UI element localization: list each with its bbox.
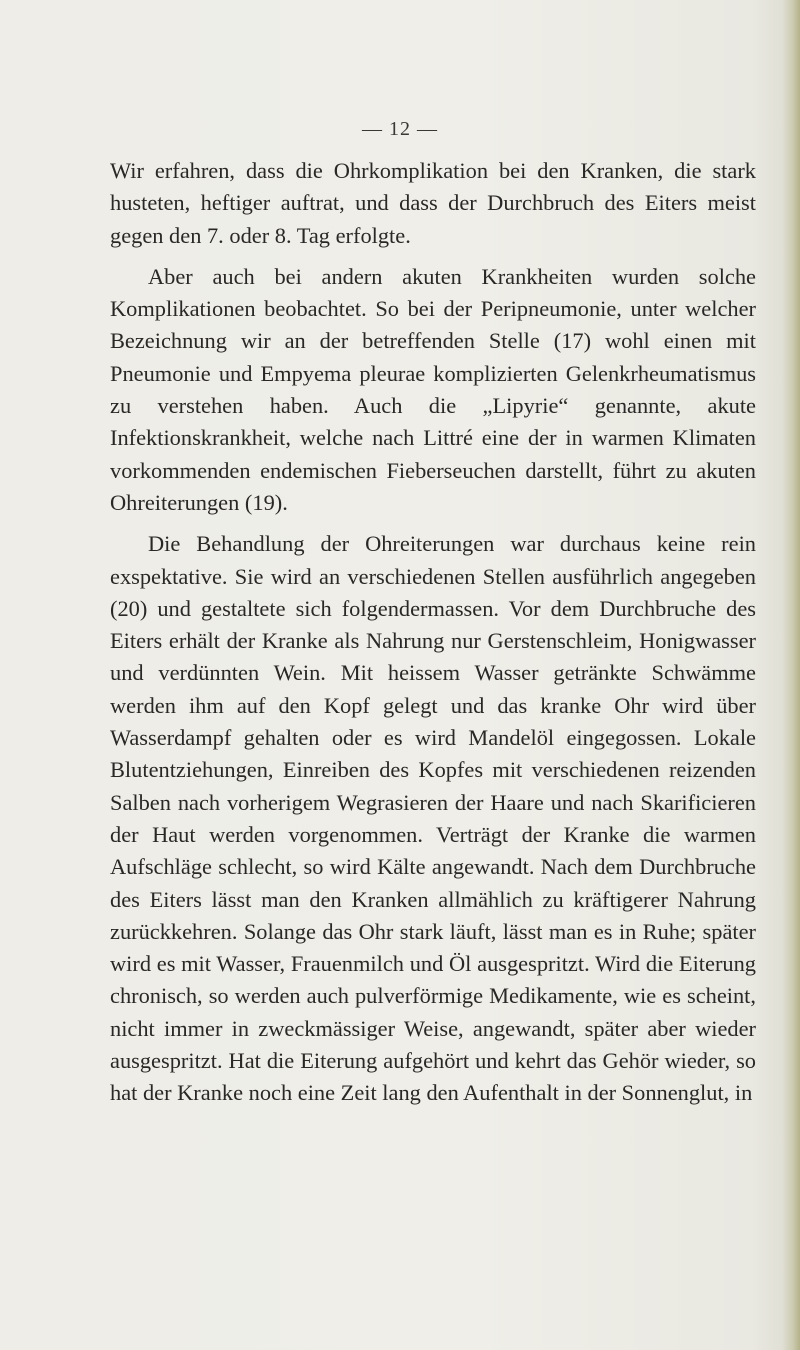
paragraph-3: Die Behandlung der Ohreiterungen war durchaus keine rein exspektative. Sie wird an verschiedenen Stellen ausführlich angegeben (20) und gestaltete sich folgendermassen. Vor dem Durchbruche des Eiters erhält der Kranke als Nahrung nur Gerstenschleim, Honigwasser und verdünnten Wein. Mit heissem Wasser getränkte Schwämme werden ihm auf den Kopf gelegt und das kranke Ohr wird über Wasserdampf gehalten oder es wird Mandelöl eingegossen. Lokale Blutentziehungen, Einreiben des Kopfes mit verschiedenen reizenden Salben nach vorherigem Wegrasieren der Haare und nach Skarificieren der Haut werden vorgenommen. Verträgt der Kranke die warmen Aufschläge schlecht, so wird Kälte angewandt. Nach dem Durchbruche des Eiters lässt man den Kranken allmählich zu kräftigerer Nahrung zurückkehren. Solange das Ohr stark läuft, lässt man es in Ruhe; später wird es mit Wasser, Frauenmilch und Öl ausgespritzt. Wird die Eiterung chronisch, so werden auch pulverförmige Medikamente, wie es scheint, nicht immer in zweckmässiger Weise, angewandt, später aber wieder ausgespritzt. Hat die Eiterung aufgehört und kehrt das Gehör wieder, so hat der Kranke noch eine Zeit lang den Aufenthalt in der Sonnenglut, in — [110, 531, 756, 1106]
page-edge-shadow — [782, 0, 800, 1350]
page-number: — 12 — — [362, 118, 438, 140]
paragraph-1: Wir erfahren, dass die Ohrkomplikation bei den Kranken, die stark husteten, heftiger auftrat, und dass der Durchbruch des Eiters meist gegen den 7. oder 8. Tag erfolgte. — [110, 158, 756, 248]
body-text — [110, 155, 756, 1110]
paragraph-2: Aber auch bei andern akuten Krankheiten wurden solche Komplikationen beobachtet. So bei der Peripneumonie, unter welcher Bezeichnung wir an der betreffenden Stelle (17) wohl einen mit Pneumonie und Empyema pleurae komplizierten Gelenkrheumatismus zu verstehen haben. Auch die „Lipyrie“ genannte, akute Infektionskrankheit, welche nach Littré eine der in warmen Klimaten vorkommenden endemischen Fieberseuchen darstellt, führt zu akuten Ohreiterungen (19). — [110, 263, 756, 515]
